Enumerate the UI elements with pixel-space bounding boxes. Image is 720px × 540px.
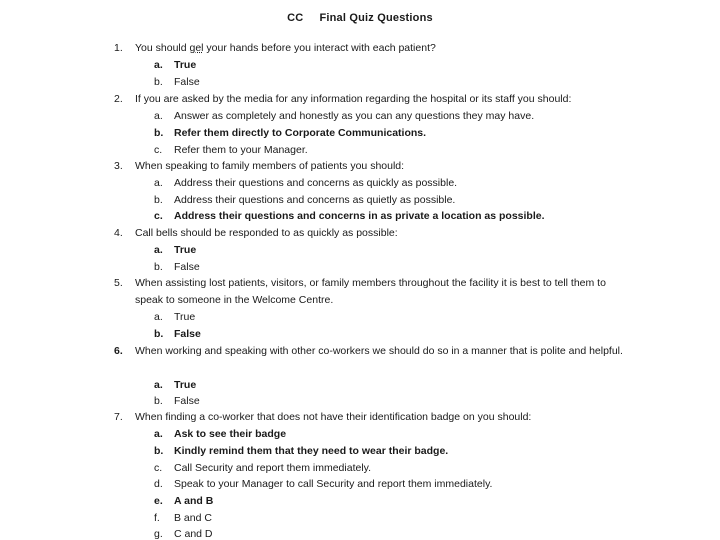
option-letter: b. bbox=[154, 261, 163, 273]
option-letter: g. bbox=[154, 528, 163, 540]
option-text: B and C bbox=[174, 512, 212, 524]
answer-option bbox=[154, 142, 308, 159]
option-text: True bbox=[174, 311, 196, 323]
option-text: Refer them directly to Corporate Communications. bbox=[174, 127, 427, 139]
option-letter: a. bbox=[154, 177, 163, 189]
option-letter: a. bbox=[154, 379, 163, 391]
option-letter: b. bbox=[154, 194, 163, 206]
option-text: Kindly remind them that they need to wear their badge. bbox=[174, 445, 449, 457]
option-text: False bbox=[174, 395, 200, 407]
option-text: Address their questions and concerns as quickly as possible. bbox=[174, 177, 458, 189]
question-2 bbox=[114, 91, 674, 108]
answer-option bbox=[154, 326, 201, 343]
question-number: 7. bbox=[114, 411, 123, 423]
question-number: 2. bbox=[114, 93, 123, 105]
question-number: 5. bbox=[114, 277, 123, 289]
answer-option bbox=[154, 426, 286, 443]
answer-option bbox=[154, 443, 448, 460]
option-letter: e. bbox=[154, 495, 163, 507]
option-letter: a. bbox=[154, 428, 163, 440]
option-text: True bbox=[174, 379, 197, 391]
option-letter: d. bbox=[154, 478, 163, 490]
question-text: When assisting lost patients, visitors, or family members throughout the facility it is best to tell them to speak to someone in the Welcome Centre. bbox=[135, 277, 606, 306]
title-main: Final Quiz Questions bbox=[319, 12, 433, 24]
question-text: If you are asked by the media for any information regarding the hospital or its staff you should: bbox=[135, 93, 572, 105]
option-letter: b. bbox=[154, 328, 164, 340]
option-text: A and B bbox=[174, 495, 214, 507]
answer-option bbox=[154, 108, 534, 125]
answer-option bbox=[154, 393, 200, 410]
option-text: Call Security and report them immediately. bbox=[174, 462, 372, 474]
question-text: When finding a co-worker that does not have their identification badge on you should: bbox=[135, 411, 532, 423]
question-1 bbox=[114, 40, 634, 57]
option-letter: c. bbox=[154, 144, 163, 156]
answer-option bbox=[154, 242, 196, 259]
answer-option bbox=[154, 259, 200, 276]
option-text: Answer as completely and honestly as you can any questions they may have. bbox=[174, 110, 535, 122]
question-text-end: your hands before you interact with each patient? bbox=[203, 42, 436, 54]
answer-option bbox=[154, 125, 426, 142]
option-text: True bbox=[174, 59, 197, 71]
option-letter: b. bbox=[154, 76, 163, 88]
question-text-start: You should bbox=[135, 42, 190, 54]
option-letter: c. bbox=[154, 210, 163, 222]
option-letter: a. bbox=[154, 311, 163, 323]
option-letter: b. bbox=[154, 127, 164, 139]
answer-option bbox=[154, 460, 371, 477]
option-text: C and D bbox=[174, 528, 213, 540]
answer-option bbox=[154, 377, 196, 394]
answer-option bbox=[154, 208, 545, 225]
option-text: True bbox=[174, 244, 197, 256]
question-text: When working and speaking with other co-workers we should do so in a manner that is polite and helpful. bbox=[135, 345, 623, 357]
question-7 bbox=[114, 409, 634, 426]
answer-option bbox=[154, 510, 212, 527]
option-text: Refer them to your Manager. bbox=[174, 144, 308, 156]
question-number: 1. bbox=[114, 42, 123, 54]
answer-option bbox=[154, 476, 492, 493]
option-letter: a. bbox=[154, 59, 163, 71]
option-letter: f. bbox=[154, 512, 160, 524]
question-text bbox=[135, 40, 634, 57]
answer-option bbox=[154, 526, 213, 540]
option-text: Address their questions and concerns in as private a location as possible. bbox=[174, 210, 545, 222]
option-text: Ask to see their badge bbox=[174, 428, 287, 440]
option-letter: c. bbox=[154, 462, 163, 474]
question-5 bbox=[114, 275, 634, 309]
option-letter: b. bbox=[154, 395, 163, 407]
answer-option bbox=[154, 74, 200, 91]
option-text: False bbox=[174, 261, 200, 273]
page-title bbox=[0, 12, 720, 24]
question-number: 4. bbox=[114, 227, 123, 239]
option-letter: b. bbox=[154, 445, 164, 457]
answer-option bbox=[154, 175, 457, 192]
title-prefix: CC bbox=[287, 12, 304, 24]
question-6 bbox=[114, 343, 634, 360]
answer-option bbox=[154, 57, 196, 74]
option-letter: a. bbox=[154, 244, 163, 256]
option-text: False bbox=[174, 76, 200, 88]
answer-option bbox=[154, 192, 455, 209]
question-text: When speaking to family members of patients you should: bbox=[135, 160, 405, 172]
option-text: Address their questions and concerns as quietly as possible. bbox=[174, 194, 456, 206]
underlined-word: gel bbox=[189, 42, 204, 54]
option-letter: a. bbox=[154, 110, 163, 122]
answer-option bbox=[154, 309, 195, 326]
option-text: False bbox=[174, 328, 201, 340]
question-text: Call bells should be responded to as quickly as possible: bbox=[135, 227, 398, 239]
question-4 bbox=[114, 225, 634, 242]
question-3 bbox=[114, 158, 634, 175]
question-number: 6. bbox=[114, 345, 123, 357]
option-text: Speak to your Manager to call Security and report them immediately. bbox=[174, 478, 493, 490]
answer-option bbox=[154, 493, 213, 510]
question-number: 3. bbox=[114, 160, 123, 172]
